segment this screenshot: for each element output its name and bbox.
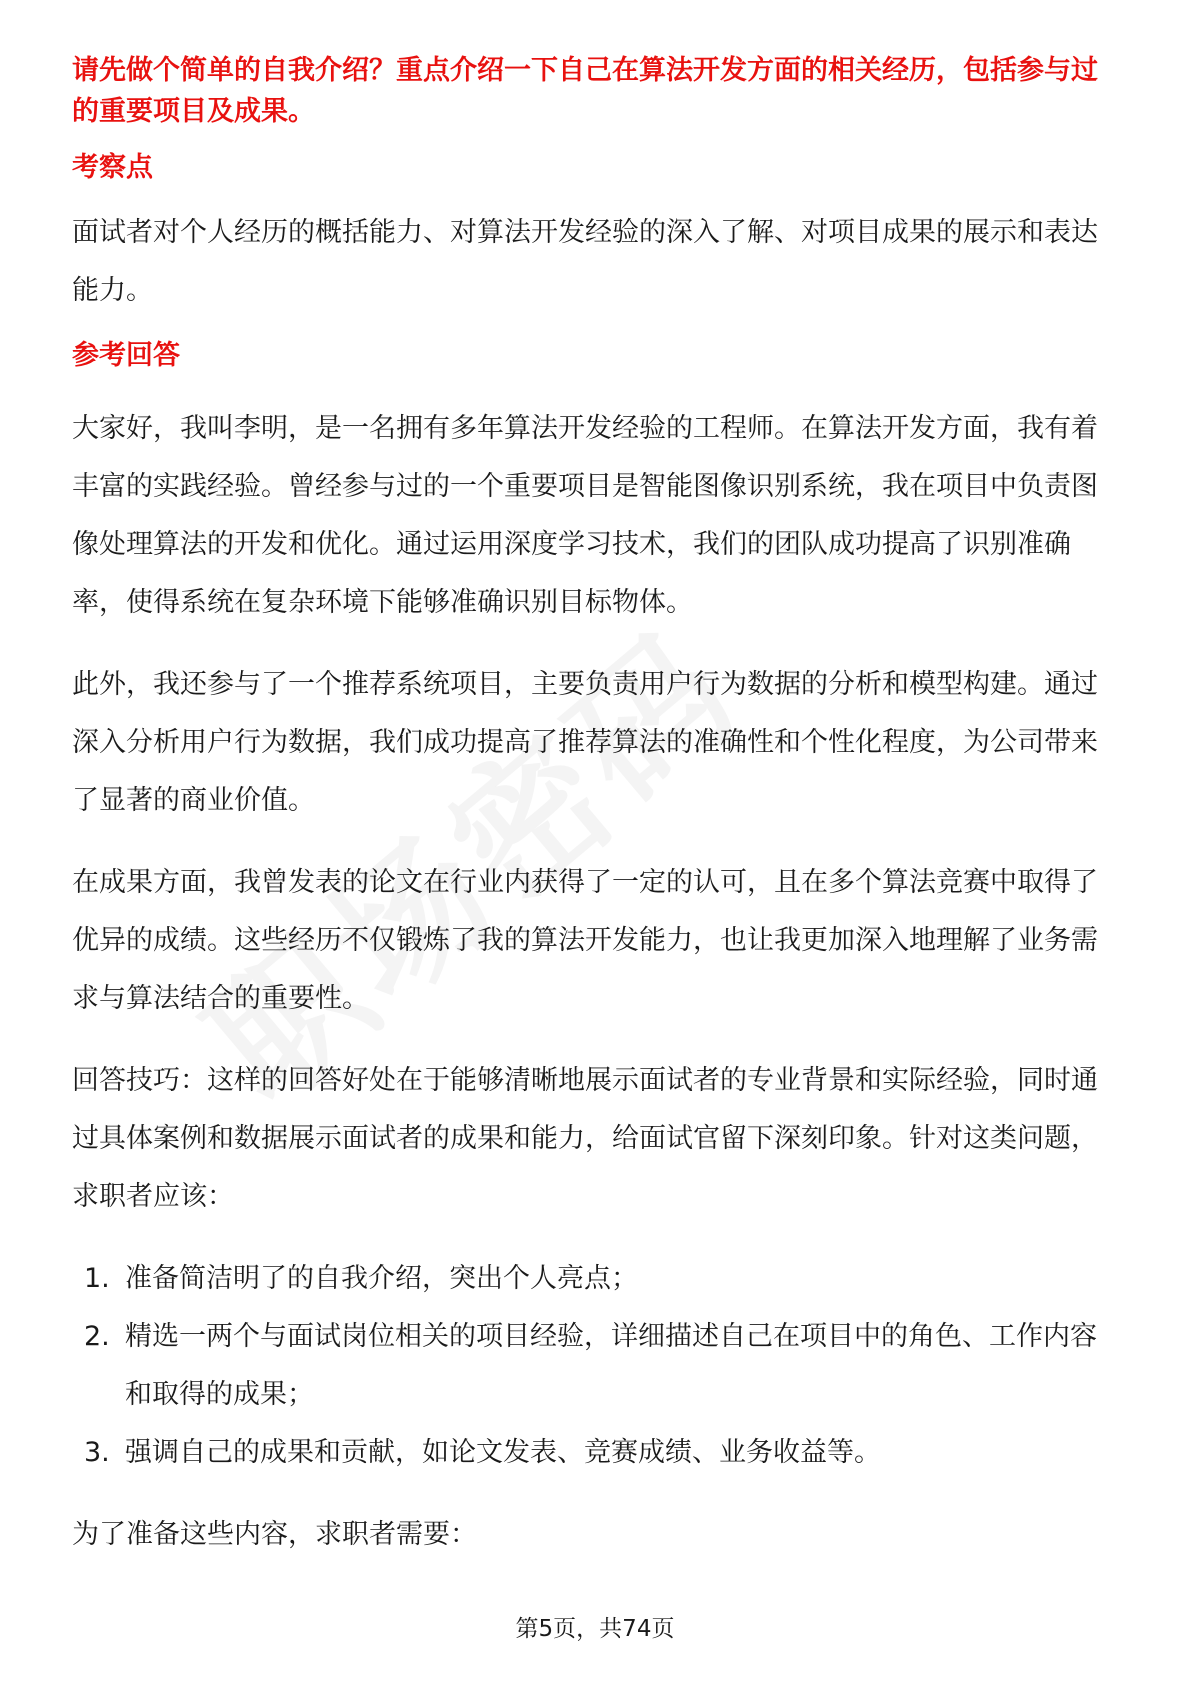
page-footer: 第5页，共74页 — [515, 1616, 675, 1642]
list-item — [72, 1308, 1118, 1424]
list-text: 精选一两个与面试岗位相关的项目经验，详细描述自己在项目中的角色、工作内容和取得的成果； — [125, 1321, 1097, 1410]
closing-text: 为了准备这些内容，求职者需要： — [72, 1519, 477, 1550]
answer-title: 参考回答 — [72, 340, 180, 371]
question-heading: 请先做个简单的自我介绍？重点介绍一下自己在算法开发方面的相关经历，包括参与过的重要项目及成果。 — [72, 55, 1098, 127]
list-text: 强调自己的成果和贡献，如论文发表、竞赛成绩、业务收益等。 — [125, 1437, 881, 1468]
list-item — [72, 1424, 1118, 1482]
examine-title: 考察点 — [72, 152, 153, 183]
page-content — [72, 50, 1118, 1564]
list-number: 3. — [84, 1437, 110, 1468]
list-text: 准备简洁明了的自我介绍，突出个人亮点； — [125, 1263, 638, 1294]
examine-text: 面试者对个人经历的概括能力、对算法开发经验的深入了解、对项目成果的展示和表达能力。 — [72, 217, 1098, 306]
answer-paragraph: 在成果方面，我曾发表的论文在行业内获得了一定的认可，且在多个算法竞赛中取得了优异的成绩。这些经历不仅锻炼了我的算法开发能力，也让我更加深入地理解了业务需求与算法结合的重要性。 — [72, 867, 1098, 1014]
list-number: 1. — [84, 1263, 110, 1294]
answer-tips-intro: 回答技巧：这样的回答好处在于能够清晰地展示面试者的专业背景和实际经验，同时通过具体案例和数据展示面试者的成果和能力，给面试官留下深刻印象。针对这类问题，求职者应该： — [72, 1065, 1098, 1212]
tips-list — [72, 1250, 1118, 1482]
list-number: 2. — [84, 1321, 110, 1352]
answer-paragraph: 大家好，我叫李明，是一名拥有多年算法开发经验的工程师。在算法开发方面，我有着丰富的实践经验。曾经参与过的一个重要项目是智能图像识别系统，我在项目中负责图像处理算法的开发和优化。通过运用深度学习技术，我们的团队成功提高了识别准确率，使得系统在复杂环境下能够准确识别目标物体。 — [72, 413, 1098, 618]
list-item — [72, 1250, 1118, 1308]
answer-paragraph: 此外，我还参与了一个推荐系统项目，主要负责用户行为数据的分析和模型构建。通过深入分析用户行为数据，我们成功提高了推荐算法的准确性和个性化程度，为公司带来了显著的商业价值。 — [72, 669, 1098, 816]
